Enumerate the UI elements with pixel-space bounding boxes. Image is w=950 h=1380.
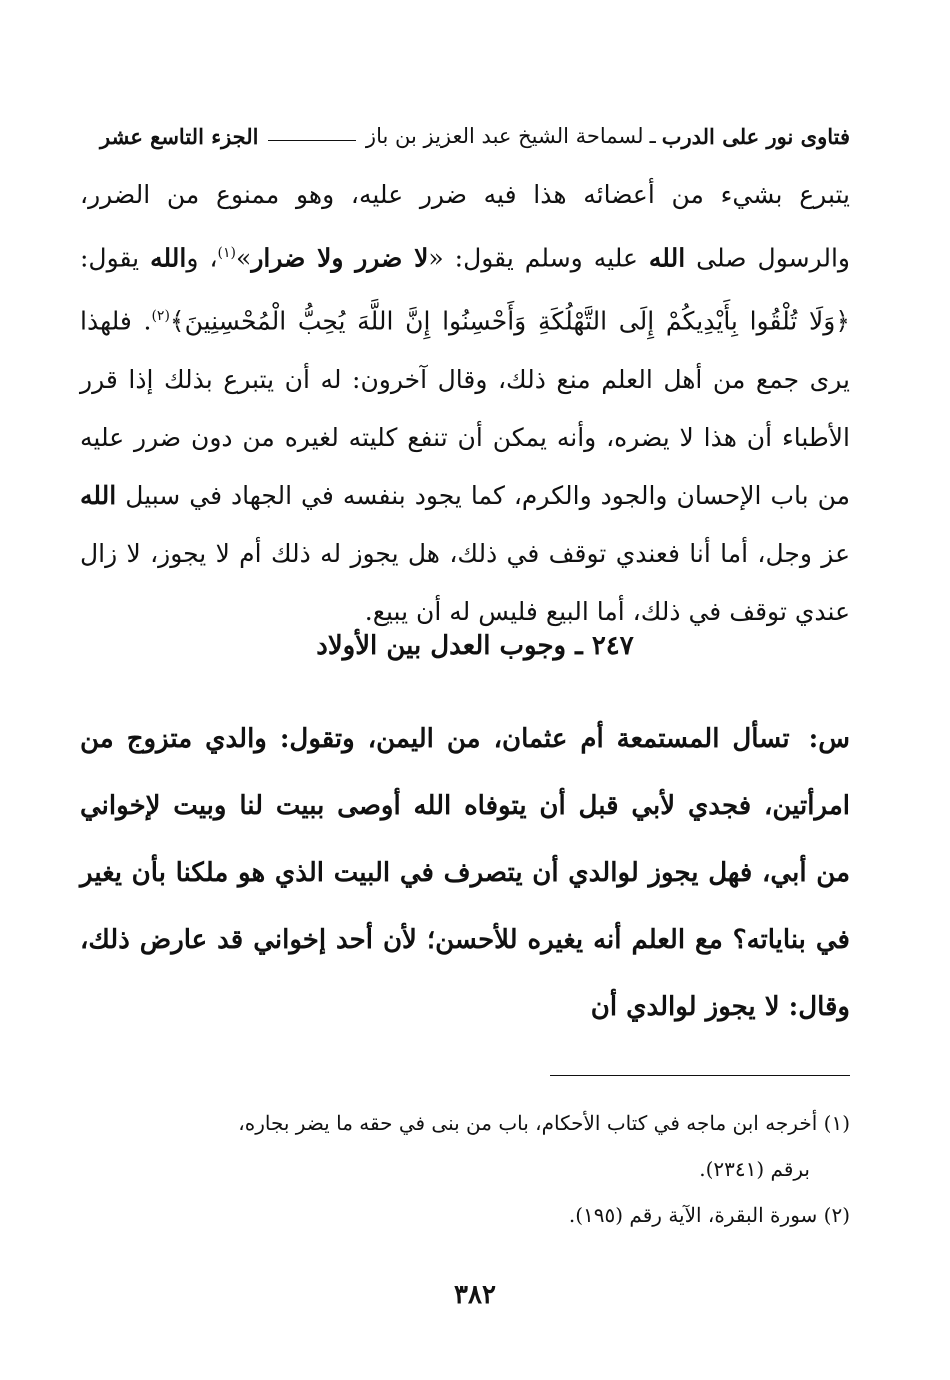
question-text: تسأل المستمعة أم عثمان، من اليمن، وتقول: والدي متزوج من امرأتين، فجدي لأبي قبل أن يتوفاه الله أوصى ببيت لنا وبيت لإخواني من أبي، فهل يجوز لوالدي أن يتصرف في البيت الذي هو ملكنا بأن يغير في بناياته؟ مع العلم أنه يغيره للأحسن؛ لأن أحد إخواني قد عارض ذلك، وقال: لا يجوز لوالدي أن bbox=[80, 724, 850, 1022]
footnote-1 bbox=[90, 1100, 850, 1192]
quran-verse: ﴿وَلَا تُلْقُوا بِأَيْدِيكُمْ إِلَى التَّهْلُكَةِ وَأَحْسِنُوا إِنَّ اللَّهَ يُحِبُّ الْمُحْسِنِينَ﴾ bbox=[169, 306, 850, 336]
footnote-divider bbox=[550, 1075, 850, 1076]
footnote-1-line-1: (١) أخرجه ابن ماجه في كتاب الأحكام، باب من بنى في حقه ما يضر بجاره، bbox=[238, 1111, 850, 1135]
text-run: . فلهذا يرى جمع من أهل العلم منع ذلك، وقال آخرون: له أن يتبرع بذلك إذا قرر الأطباء أن هذا لا يضره، وأنه يمكن أن تنفع كليته لغيره من دون ضرر عليه من باب الإحسان والجود والكرم، كما يجود بنفسه في الجهاد في سبيل bbox=[80, 306, 850, 510]
hadith-quote: لا ضرر ولا ضرار bbox=[251, 243, 429, 273]
running-header bbox=[100, 118, 850, 154]
question-paragraph bbox=[80, 706, 850, 1041]
text-run: عز وجل، أما أنا فعندي توقف في ذلك، هل يجوز له ذلك أم لا يجوز، لا زال عندي توقف في ذلك، أما البيع فليس له أن يبيع. bbox=[80, 538, 850, 626]
footnote-1-line-2: برقم (٢٣٤١). bbox=[699, 1157, 810, 1181]
footnote-ref-2: (٢) bbox=[151, 308, 170, 325]
section-dash: ـ bbox=[566, 631, 592, 661]
section-number: ٢٤٧ bbox=[591, 631, 634, 661]
divine-name: الله bbox=[150, 243, 187, 273]
text-run: يتبرع بشيء من أعضائه هذا فيه ضرر عليه، وهو ممنوع من الضرر، والرسول صلى bbox=[80, 180, 850, 273]
text-run: » bbox=[236, 243, 252, 273]
volume-label: الجزء التاسع عشر bbox=[100, 123, 259, 149]
footnotes bbox=[90, 1100, 850, 1238]
section-heading bbox=[0, 624, 950, 668]
page-number: ٣٨٢ bbox=[454, 1280, 496, 1310]
header-separator: ـ bbox=[649, 124, 656, 148]
book-title: فتاوى نور على الدرب bbox=[661, 123, 850, 149]
text-run: يقول: bbox=[80, 243, 151, 273]
header-author: لسماحة الشيخ عبد العزيز بن باز bbox=[365, 124, 644, 148]
question-marker: س: bbox=[808, 724, 850, 754]
body-paragraph bbox=[80, 166, 850, 641]
footnote-ref-1: (١) bbox=[217, 245, 237, 261]
text-run: ، و bbox=[186, 243, 218, 273]
text-run: عليه وسلم يقول: « bbox=[428, 243, 649, 273]
header-rule bbox=[268, 140, 355, 141]
divine-name: الله bbox=[80, 480, 117, 510]
divine-name: الله bbox=[648, 243, 686, 273]
section-title: وجوب العدل بين الأولاد bbox=[316, 631, 567, 661]
footnote-2: (٢) سورة البقرة، الآية رقم (١٩٥). bbox=[568, 1203, 850, 1227]
